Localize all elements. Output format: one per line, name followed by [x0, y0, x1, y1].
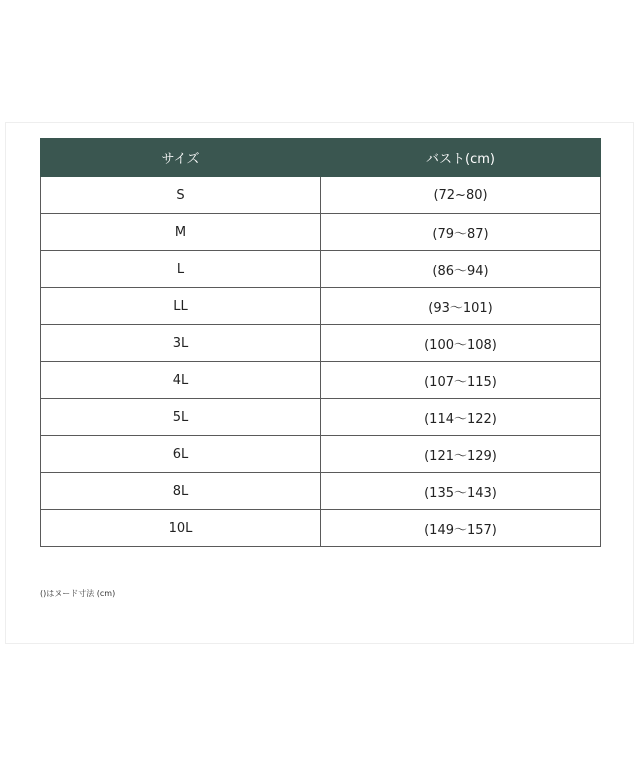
table-row: [41, 325, 601, 362]
table-row: [41, 214, 601, 251]
size-cell: L: [41, 251, 321, 288]
table-header-row: [41, 139, 601, 177]
bust-cell: (79～87): [321, 214, 601, 251]
table-row: [41, 510, 601, 547]
bust-cell: (93～101): [321, 288, 601, 325]
bust-cell: (100～108): [321, 325, 601, 362]
table-row: [41, 251, 601, 288]
size-cell: 8L: [41, 473, 321, 510]
size-cell: M: [41, 214, 321, 251]
bust-cell: (121～129): [321, 436, 601, 473]
size-cell: S: [41, 177, 321, 214]
table-row: [41, 436, 601, 473]
size-cell: LL: [41, 288, 321, 325]
header-size: サイズ: [41, 139, 321, 177]
bust-cell: (107～115): [321, 362, 601, 399]
size-cell: 4L: [41, 362, 321, 399]
bust-cell: (135～143): [321, 473, 601, 510]
size-chart-table: [40, 138, 601, 547]
measurement-note: ()はヌード寸法 (cm): [40, 589, 116, 598]
bust-cell: (72~80): [321, 177, 601, 214]
header-bust: バスト(cm): [321, 139, 601, 177]
size-cell: 10L: [41, 510, 321, 547]
bust-cell: (149～157): [321, 510, 601, 547]
table-row: [41, 399, 601, 436]
size-cell: 6L: [41, 436, 321, 473]
table-row: [41, 362, 601, 399]
table-row: [41, 288, 601, 325]
table-row: [41, 177, 601, 214]
size-cell: 3L: [41, 325, 321, 362]
size-cell: 5L: [41, 399, 321, 436]
table-row: [41, 473, 601, 510]
bust-cell: (114～122): [321, 399, 601, 436]
bust-cell: (86～94): [321, 251, 601, 288]
